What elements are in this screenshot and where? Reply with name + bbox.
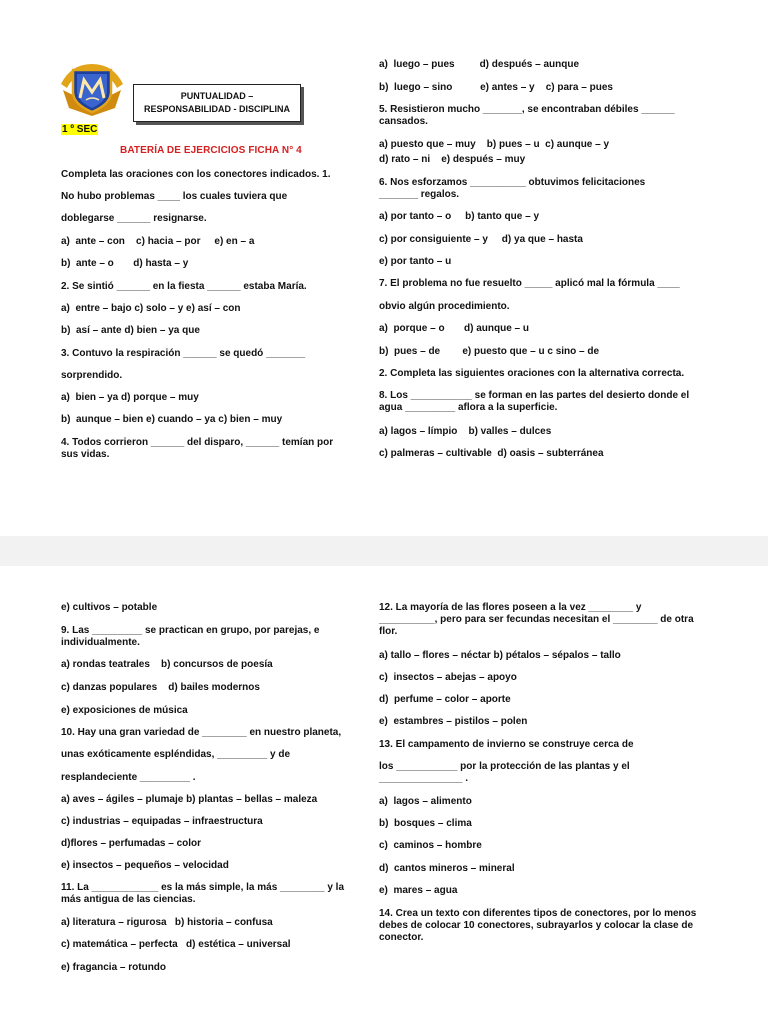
text-line-r-7b: obvio algún procedimiento.: [379, 301, 510, 312]
text-line-r-7a: 7. El problema no fue resuelto _____ aplicó mal la fórmula ____: [379, 278, 680, 289]
text-line-l-instr: Completa las oraciones con los conectores indicados. 1.: [61, 169, 331, 180]
text-line-p2-8o3: e) cultivos – potable: [61, 602, 158, 613]
motto-line-1: PUNTUALIDAD –: [180, 91, 254, 101]
text-line-r-8: 8. Los ___________ se forman en las partes del desierto donde el agua _________ aflora a la superficie.: [379, 390, 690, 413]
text-line-p2-13o3: c) caminos – hombre: [379, 840, 482, 851]
motto-line-2: RESPONSABILIDAD - DISCIPLINA: [143, 104, 290, 114]
grade-label: 1 º SEC: [62, 124, 98, 135]
text-line-p2-13o2: b) bosques – clima: [379, 818, 472, 829]
text-line-p2-9: 9. Las _________ se practican en grupo, por parejas, e individualmente.: [61, 625, 320, 648]
text-line-p2-13o5: e) mares – agua: [379, 885, 458, 896]
sheet-title: BATERÍA DE EJERCICIOS FICHA N° 4: [120, 145, 302, 156]
text-line-l-4: 4. Todos corrieron ______ del disparo, ______ temían por sus vidas.: [61, 437, 334, 460]
text-line-p2-12o4: e) estambres – pistilos – polen: [379, 716, 528, 727]
text-line-r-5o2: d) rato – ni e) después – muy: [379, 154, 526, 165]
text-line-l-2o1: a) entre – bajo c) solo – y e) así – con: [61, 303, 241, 314]
text-line-r-7o1: a) porque – o d) aunque – u: [379, 323, 530, 334]
text-line-p2-11o3: e) fragancia – rotundo: [61, 962, 167, 973]
text-line-p2-10o4: e) insectos – pequeños – velocidad: [61, 860, 229, 871]
text-line-r-8o2: c) palmeras – cultivable d) oasis – subterránea: [379, 448, 604, 459]
text-line-p2-13o1: a) lagos – alimento: [379, 796, 472, 807]
text-line-p2-10o2: c) industrias – equipadas – infraestructura: [61, 816, 263, 827]
motto-box: [133, 84, 301, 122]
text-line-p2-12: 12. La mayoría de las flores poseen a la vez ________ y __________, pero para ser fecundas necesitan el ________ de otra flor.: [379, 602, 694, 637]
text-line-p2-10b: unas exóticamente espléndidas, _________ y de: [61, 749, 291, 760]
text-line-p2-10o1: a) aves – ágiles – plumaje b) plantas – bellas – maleza: [61, 794, 318, 805]
page-separator: [0, 536, 768, 566]
text-line-l-2o2: b) así – ante d) bien – ya que: [61, 325, 200, 336]
text-line-l-3o2: b) aunque – bien e) cuando – ya c) bien – muy: [61, 414, 283, 425]
text-line-p2-14: 14. Crea un texto con diferentes tipos de conectores, por lo menos debes de colocar 10 conectores, subrayarlos y colocar la clase de conector.: [379, 908, 697, 943]
text-line-p2-10a: 10. Hay una gran variedad de ________ en nuestro planeta,: [61, 727, 342, 738]
text-line-r-6o1: a) por tanto – o b) tanto que – y: [379, 211, 540, 222]
text-line-p2-13b: los ___________ por la protección de las plantas y el _______________ .: [379, 761, 630, 784]
text-line-p2-11: 11. La ____________ es la más simple, la más ________ y la más antigua de las ciencias.: [61, 882, 345, 905]
text-line-l-1o1: a) ante – con c) hacia – por e) en – a: [61, 236, 255, 247]
text-line-p2-9o2: c) danzas populares d) bailes modernos: [61, 682, 260, 693]
text-line-l-1a: No hubo problemas ____ los cuales tuviera que: [61, 191, 288, 202]
text-line-p2-11o1: a) literatura – rigurosa b) historia – confusa: [61, 917, 273, 928]
text-line-l-3b: sorprendido.: [61, 370, 123, 381]
text-line-l-1o2: b) ante – o d) hasta – y: [61, 258, 189, 269]
school-crest-logo: [59, 58, 125, 120]
text-line-p2-10o3: d)flores – perfumadas – color: [61, 838, 202, 849]
text-line-p2-13o4: d) cantos mineros – mineral: [379, 863, 515, 874]
text-line-r-8i: 2. Completa las siguientes oraciones con la alternativa correcta.: [379, 368, 685, 379]
text-line-r-5o1: a) puesto que – muy b) pues – u c) aunque – y: [379, 139, 610, 150]
text-line-r-5: 5. Resistieron mucho _______, se encontraban débiles ______ cansados.: [379, 104, 675, 127]
text-line-r-8o1: a) lagos – límpio b) valles – dulces: [379, 426, 552, 437]
text-line-r-6o3: e) por tanto – u: [379, 256, 452, 267]
text-line-p2-12o3: d) perfume – color – aporte: [379, 694, 511, 705]
text-line-r-4o1: a) luego – pues d) después – aunque: [379, 59, 580, 70]
text-line-l-1b: doblegarse ______ resignarse.: [61, 213, 207, 224]
text-line-r-7o2: b) pues – de e) puesto que – u c sino – de: [379, 346, 600, 357]
text-line-p2-9o3: e) exposiciones de música: [61, 705, 188, 716]
text-line-r-4o2: b) luego – sino e) antes – y c) para – pues: [379, 82, 613, 93]
text-line-p2-9o1: a) rondas teatrales b) concursos de poesía: [61, 659, 273, 670]
text-line-p2-13a: 13. El campamento de invierno se construye cerca de: [379, 739, 634, 750]
text-line-l-3a: 3. Contuvo la respiración ______ se quedó _______: [61, 348, 306, 359]
text-line-p2-12o1: a) tallo – flores – néctar b) pétalos – sépalos – tallo: [379, 650, 621, 661]
text-line-l-3o1: a) bien – ya d) porque – muy: [61, 392, 199, 403]
text-line-p2-12o2: c) insectos – abejas – apoyo: [379, 672, 517, 683]
text-line-p2-10c: resplandeciente _________ .: [61, 772, 196, 783]
text-line-r-6: 6. Nos esforzamos __________ obtuvimos felicitaciones _______ regalos.: [379, 177, 646, 200]
text-line-p2-11o2: c) matemática – perfecta d) estética – universal: [61, 939, 291, 950]
text-line-l-2: 2. Se sintió ______ en la fiesta ______ estaba María.: [61, 281, 307, 292]
text-line-r-6o2: c) por consiguiente – y d) ya que – hasta: [379, 234, 583, 245]
